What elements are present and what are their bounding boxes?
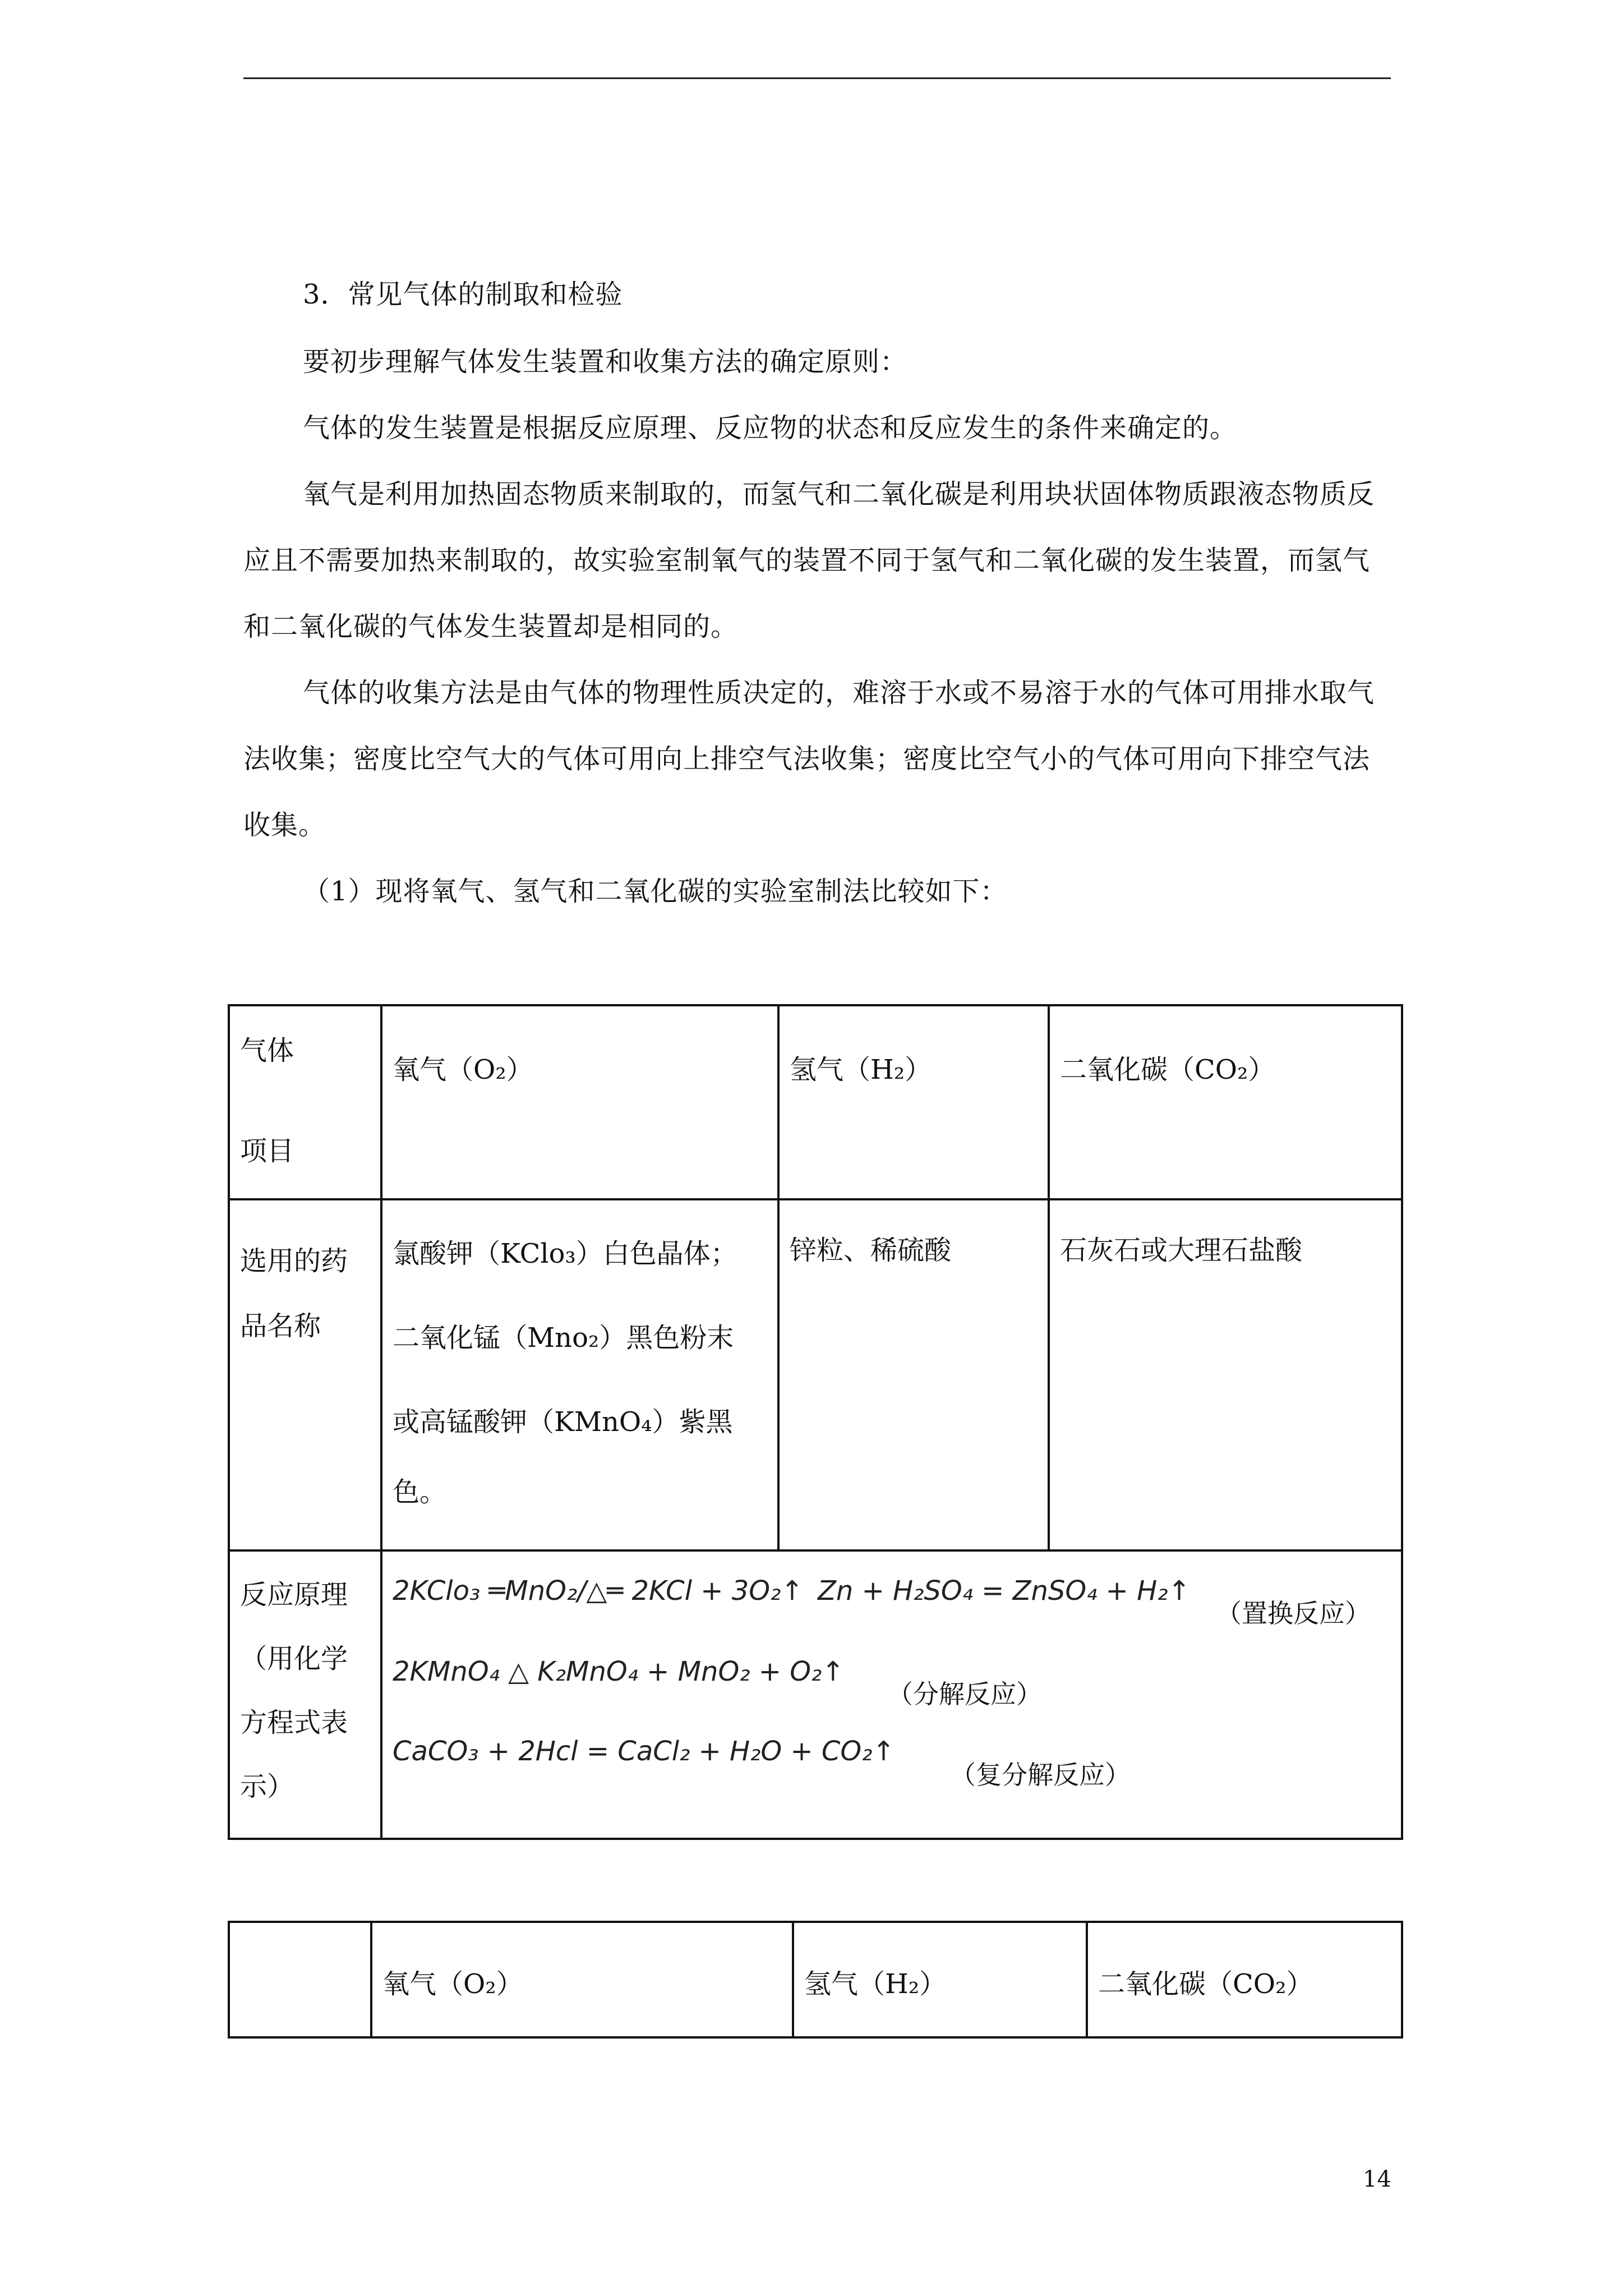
table2-header-h2: 氢气（H₂） <box>793 1922 1087 2037</box>
reagents-co2: 石灰石或大理石盐酸 <box>1049 1199 1402 1550</box>
corner-top-label: 气体 <box>240 1035 294 1066</box>
equation-kmno4-note: （分解反应） <box>887 1679 1042 1709</box>
header-o2: 氧气（O₂） <box>381 1005 778 1199</box>
equation-kmno4: 2KMnO₄ △ K₂MnO₄ + MnO₂ + O₂↑ <box>393 1656 845 1687</box>
paragraph-2: 气体的发生装置是根据反应原理、反应物的状态和反应发生的条件来确定的。 <box>303 412 1238 444</box>
paragraph-3: 氧气是利用加热固态物质来制取的，而氢气和二氧化碳是利用块状固体物质跟液态物质反应且不需要加热来制取的，故实验室制氧气的装置不同于氢气和二氧化碳的发生装置，而氢气和二氧化碳的气体发生装置却是相同的。 <box>243 478 1375 642</box>
reaction-equations-cell <box>381 1550 1402 1839</box>
equation-caco3: CaCO₃ + 2Hcl = CaCl₂ + H₂O + CO₂↑ <box>393 1736 895 1767</box>
section-title: 3．常见气体的制取和检验 <box>303 279 623 310</box>
header-rule <box>243 77 1391 79</box>
corner-bottom-label: 项目 <box>240 1135 294 1167</box>
corner-cell <box>229 1005 381 1199</box>
header-co2: 二氧化碳（CO₂） <box>1049 1005 1402 1199</box>
page-number: 14 <box>1363 2166 1391 2192</box>
header-h2: 氢气（H₂） <box>778 1005 1049 1199</box>
table-header-row <box>229 1005 1402 1199</box>
comparison-table-2 <box>228 1921 1403 2039</box>
table2-header-row <box>229 1922 1402 2037</box>
reaction-label-cell: 反应原理 （用化学 方程式表 示） <box>229 1550 381 1839</box>
equation-zn: Zn + H₂SO₄ = ZnSO₄ + H₂↑ <box>818 1575 1191 1607</box>
equation-caco3-note: （复分解反应） <box>950 1760 1131 1790</box>
table2-header-o2: 氧气（O₂） <box>371 1922 793 2037</box>
comparison-table <box>228 1004 1403 1840</box>
equation-kclo3: 2KClo₃ ═MnO₂/△═ 2KCl + 3O₂↑ <box>393 1575 804 1607</box>
table2-header-co2: 二氧化碳（CO₂） <box>1087 1922 1402 2037</box>
paragraph-5: （1）现将氧气、氢气和二氧化碳的实验室制法比较如下： <box>303 876 1008 907</box>
reagents-h2: 锌粒、稀硫酸 <box>778 1199 1049 1550</box>
reagents-o2: 氯酸钾（KClo₃）白色晶体； 二氧化锰（Mno₂）黑色粉末 或高锰酸钾（KMnO₄）紫黑 色。 <box>381 1199 778 1550</box>
reagents-label-cell <box>229 1199 381 1550</box>
table-row-reagents <box>229 1199 1402 1550</box>
equation-zn-note: （置换反应） <box>1216 1598 1371 1628</box>
table2-corner-cell <box>229 1922 371 2037</box>
paragraph-1: 要初步理解气体发生装置和收集方法的确定原则： <box>303 346 908 378</box>
paragraph-4: 气体的收集方法是由气体的物理性质决定的，难溶于水或不易溶于水的气体可用排水取气法收集；密度比空气大的气体可用向上排空气法收集；密度比空气小的气体可用向下排空气法收集。 <box>243 677 1375 841</box>
reagents-label: 选用的药品名称 <box>240 1245 348 1342</box>
table-row-reaction <box>229 1550 1402 1839</box>
